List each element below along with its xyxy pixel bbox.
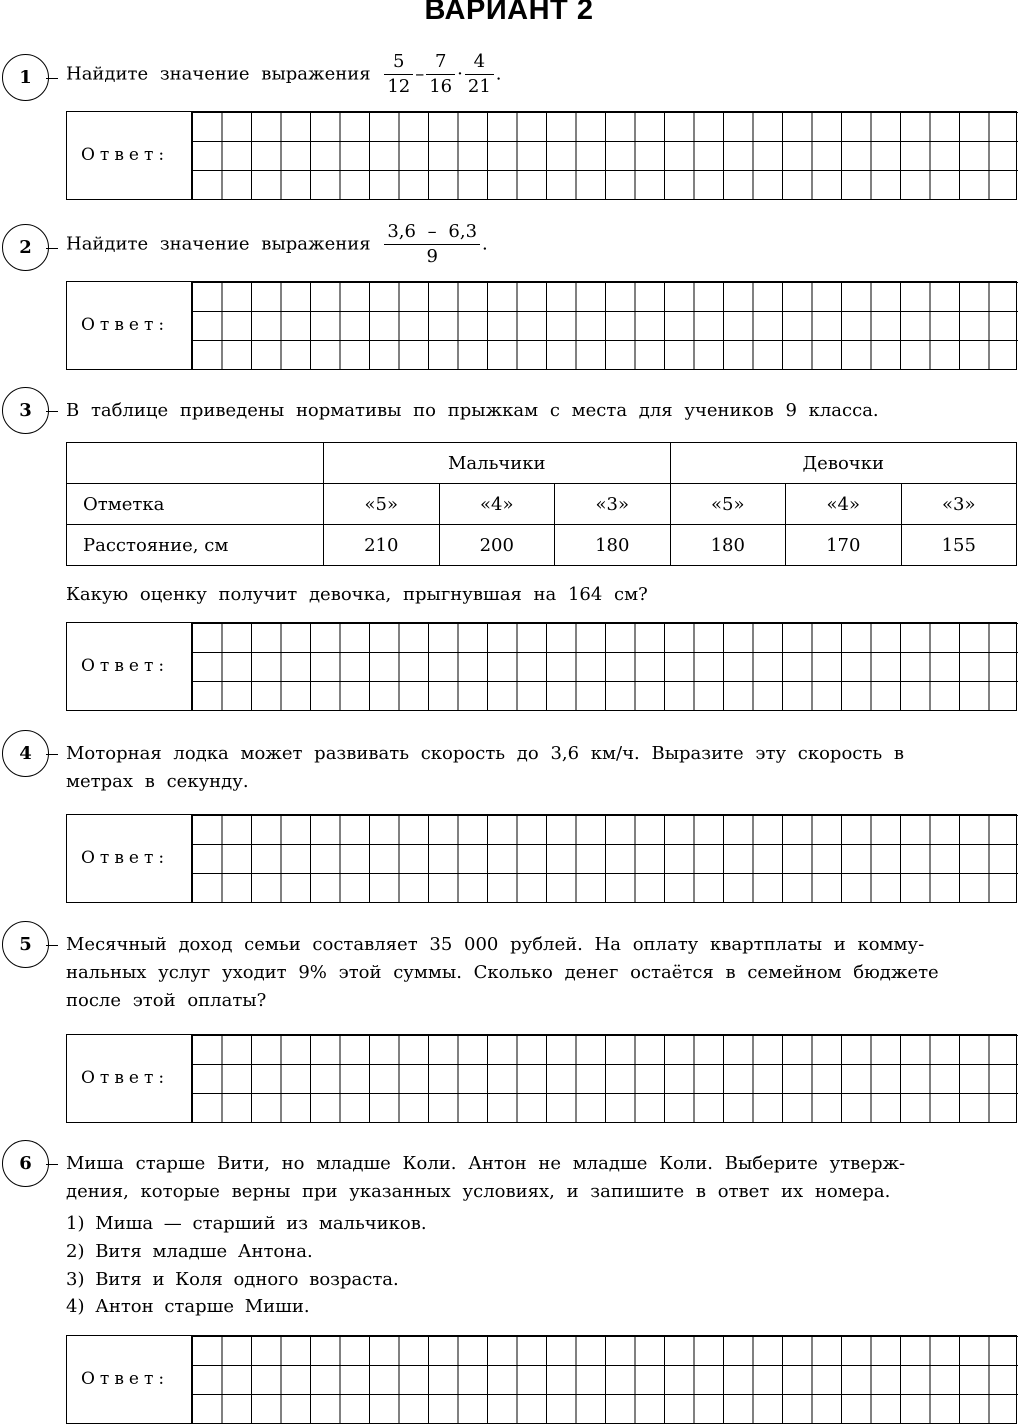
table-cell-mark: «5» xyxy=(670,484,786,525)
table-cell-distance: 155 xyxy=(901,525,1017,566)
question-4-line: метрах в секунду. xyxy=(66,771,249,792)
question-5-line: Месячный доход семьи составляет 35 000 рублей. На оплату квартплаты и комму- xyxy=(66,934,925,955)
answer-box-3 xyxy=(66,622,1017,711)
question-2-expression xyxy=(382,220,487,269)
question-number-1: 1 xyxy=(2,54,49,101)
question-number-4: 4 xyxy=(2,730,49,777)
option-1: 1) Миша — старший из мальчиков. xyxy=(66,1213,427,1234)
fraction-2-denominator: 16 xyxy=(429,76,453,97)
question-1-expression xyxy=(382,50,501,99)
page-title: ВАРИАНТ 2 xyxy=(424,0,594,26)
question-number-6: 6 xyxy=(2,1140,49,1187)
table-cell-mark: «4» xyxy=(786,484,902,525)
multiply-sign: · xyxy=(457,63,463,85)
question-5-line: после этой оплаты? xyxy=(66,990,267,1011)
answer-label: Ответ: xyxy=(81,1068,170,1088)
question-2-prompt: Найдите значение выражения xyxy=(66,233,371,255)
answer-grid-2[interactable] xyxy=(191,282,1018,369)
question-5-text xyxy=(66,931,1016,1015)
fraction-1-denominator: 12 xyxy=(387,76,411,97)
table-header-girls: Девочки xyxy=(670,443,1017,484)
fraction-q2 xyxy=(384,220,480,269)
question-5-line: нальных услуг уходит 9% этой суммы. Сколько денег остаётся в семейном бюджете xyxy=(66,962,939,983)
answer-label: Ответ: xyxy=(81,145,170,165)
table-row-label-mark: Отметка xyxy=(67,484,324,525)
table-corner-cell xyxy=(67,443,324,484)
question-3-text: В таблице приведены нормативы по прыжкам с места для учеников 9 класса. xyxy=(66,400,879,421)
fraction-3 xyxy=(465,50,494,99)
answer-label: Ответ: xyxy=(81,848,170,868)
answer-box-1 xyxy=(66,111,1017,200)
answer-grid-1[interactable] xyxy=(191,112,1018,199)
fraction-1 xyxy=(384,50,413,99)
option-3: 3) Витя и Коля одного возраста. xyxy=(66,1269,399,1290)
answer-grid-5[interactable] xyxy=(191,1035,1018,1122)
fraction-q2-denominator: 9 xyxy=(426,246,438,267)
question-1-prompt: Найдите значение выражения xyxy=(66,63,371,85)
answer-grid-3[interactable] xyxy=(191,623,1018,710)
option-2: 2) Витя младше Антона. xyxy=(66,1241,313,1262)
table-cell-mark: «5» xyxy=(324,484,440,525)
table-cell-mark: «3» xyxy=(901,484,1017,525)
question-3-question: Какую оценку получит девочка, прыгнувшая на 164 см? xyxy=(66,584,648,605)
table-cell-distance: 170 xyxy=(786,525,902,566)
fraction-3-numerator: 4 xyxy=(465,50,494,75)
period: . xyxy=(495,63,502,85)
question-number-3: 3 xyxy=(2,387,49,434)
fraction-2-numerator: 7 xyxy=(426,50,455,75)
answer-label: Ответ: xyxy=(81,1369,170,1389)
question-2-text xyxy=(66,220,1016,269)
answer-box-2 xyxy=(66,281,1017,370)
table-cell-distance: 200 xyxy=(439,525,555,566)
question-number-5: 5 xyxy=(2,921,49,968)
table-cell-distance: 180 xyxy=(670,525,786,566)
question-1-text xyxy=(66,50,1016,99)
fraction-q2-numerator: 3,6 – 6,3 xyxy=(384,220,480,245)
question-6-line: дения, которые верны при указанных условиях, и запишите в ответ их номера. xyxy=(66,1181,891,1202)
table-header-boys: Мальчики xyxy=(324,443,671,484)
norms-table xyxy=(66,442,1017,566)
fraction-1-numerator: 5 xyxy=(384,50,413,75)
question-number-2: 2 xyxy=(2,224,49,271)
answer-label: Ответ: xyxy=(81,315,170,335)
option-4: 4) Антон старше Миши. xyxy=(66,1296,310,1317)
question-6-text xyxy=(66,1150,1016,1206)
question-4-text xyxy=(66,740,1016,796)
table-row-label-distance: Расстояние, см xyxy=(67,525,324,566)
answer-label: Ответ: xyxy=(81,656,170,676)
answer-box-4 xyxy=(66,814,1017,903)
question-4-line: Моторная лодка может развивать скорость до 3,6 км/ч. Выразите эту скорость в xyxy=(66,743,904,764)
table-cell-mark: «4» xyxy=(439,484,555,525)
answer-box-5 xyxy=(66,1034,1017,1123)
table-cell-distance: 180 xyxy=(555,525,671,566)
fraction-3-denominator: 21 xyxy=(467,76,491,97)
question-6-line: Миша старше Вити, но младше Коли. Антон не младше Коли. Выберите утверж- xyxy=(66,1153,906,1174)
fraction-2 xyxy=(426,50,455,99)
period: . xyxy=(482,233,488,255)
answer-grid-4[interactable] xyxy=(191,815,1018,902)
minus-sign: – xyxy=(415,63,425,85)
answer-box-6 xyxy=(66,1335,1017,1424)
table-cell-distance: 210 xyxy=(324,525,440,566)
answer-grid-6[interactable] xyxy=(191,1336,1018,1423)
table-cell-mark: «3» xyxy=(555,484,671,525)
